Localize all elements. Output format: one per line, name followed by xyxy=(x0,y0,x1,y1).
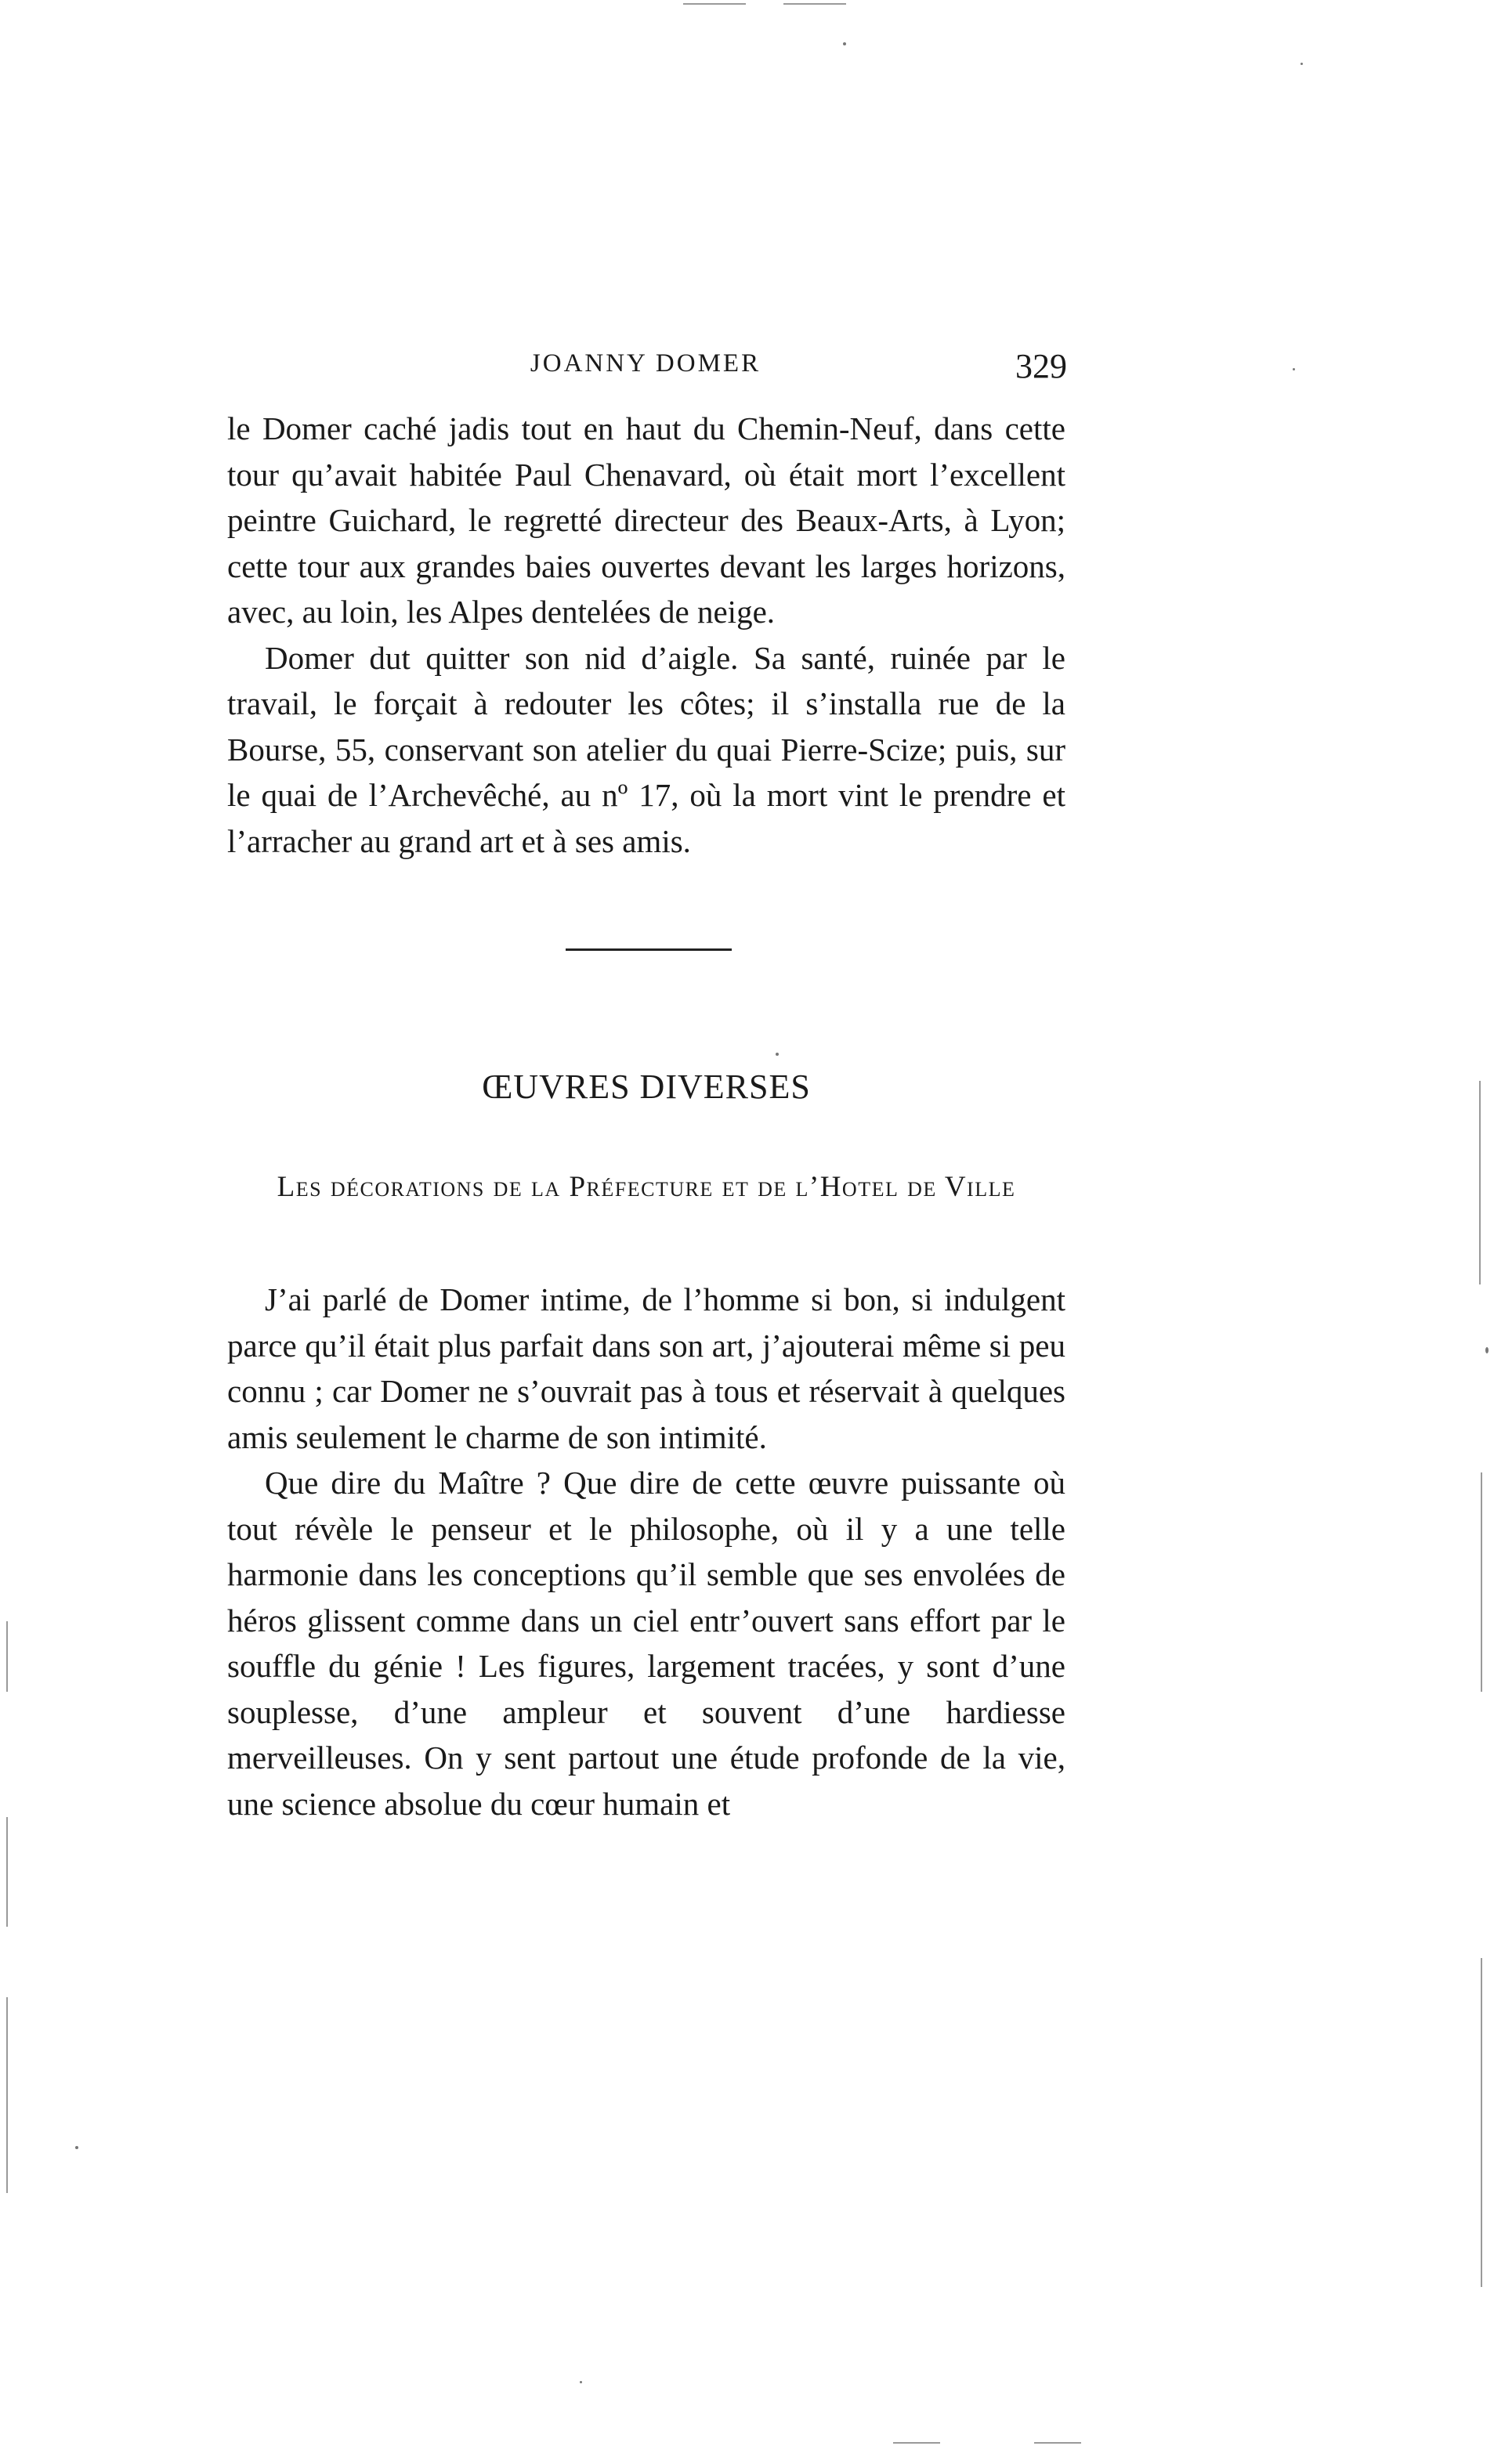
scan-edge-line xyxy=(783,3,846,5)
section-subtitle: Les décorations de la Préfecture et de l’Hotel de Ville xyxy=(277,1171,1016,1203)
scan-speck xyxy=(1485,1347,1489,1353)
scan-edge-line xyxy=(1481,1958,1482,2287)
paragraph: Domer dut quitter son nid d’aigle. Sa santé, ruinée par le travail, le forçait à redouter les côtes; il s’installa rue de la Bourse, 55, conservant son atelier du quai Pierre-Scize; puis, sur le quai de l’Archevêché, au nº 17, où la mort vint le prendre et l’arracher au grand art et à ses amis. xyxy=(227,639,1065,859)
running-head xyxy=(224,349,1067,388)
scan-speck xyxy=(843,42,846,45)
body-text-bottom xyxy=(227,1277,1065,1826)
body-text-top xyxy=(227,406,1065,864)
section-title: ŒUVRES DIVERSES xyxy=(482,1068,811,1106)
scan-edge-line xyxy=(6,1997,8,2193)
scan-edge-line xyxy=(1481,1472,1482,1692)
scan-edge-line xyxy=(6,1817,8,1927)
section-divider-rule xyxy=(566,948,732,951)
scan-speck xyxy=(75,2146,78,2149)
paragraph: J’ai parlé de Domer intime, de l’homme si bon, si indulgent parce qu’il était plus parfait dans son art, j’ajouterai même si peu connu ; car Domer ne s’ouvrait pas à tous et réservait à quelques amis seulement le charme de son intimité. xyxy=(227,1281,1065,1455)
scan-speck xyxy=(1293,368,1295,370)
running-title: JOANNY DOMER xyxy=(530,349,761,378)
scan-speck xyxy=(776,1053,779,1056)
scan-edge-line xyxy=(1034,2442,1081,2444)
scan-speck xyxy=(580,2381,582,2383)
scan-edge-line xyxy=(6,1621,8,1692)
paragraph: le Domer caché jadis tout en haut du Chemin-Neuf, dans cette tour qu’avait habitée Paul Chenavard, où était mort l’excellent peintre Guichard, le regretté directeur des Beaux-Arts, à Lyon; cette tour aux grandes baies ouvertes devant les larges horizons, avec, au loin, les Alpes dentelées de neige. xyxy=(227,410,1065,630)
scan-edge-line xyxy=(1479,1081,1481,1284)
scan-speck xyxy=(1300,63,1303,65)
page-number: 329 xyxy=(1015,347,1067,385)
paragraph: Que dire du Maître ? Que dire de cette œuvre puissante où tout révèle le penseur et le philosophe, où il y a une telle harmonie dans les conceptions qu’il semble que ses envolées de héros glissent comme dans un ciel entr’ouvert sans effort par le souffle du génie ! Les figures, largement tracées, y sont d’une souplesse, d’une ampleur et souvent d’une hardiesse merveilleuses. On y sent partout une étude profonde de la vie, une science absolue du cœur humain et xyxy=(227,1465,1065,1822)
scan-edge-line xyxy=(683,3,746,5)
scan-edge-line xyxy=(893,2442,940,2444)
